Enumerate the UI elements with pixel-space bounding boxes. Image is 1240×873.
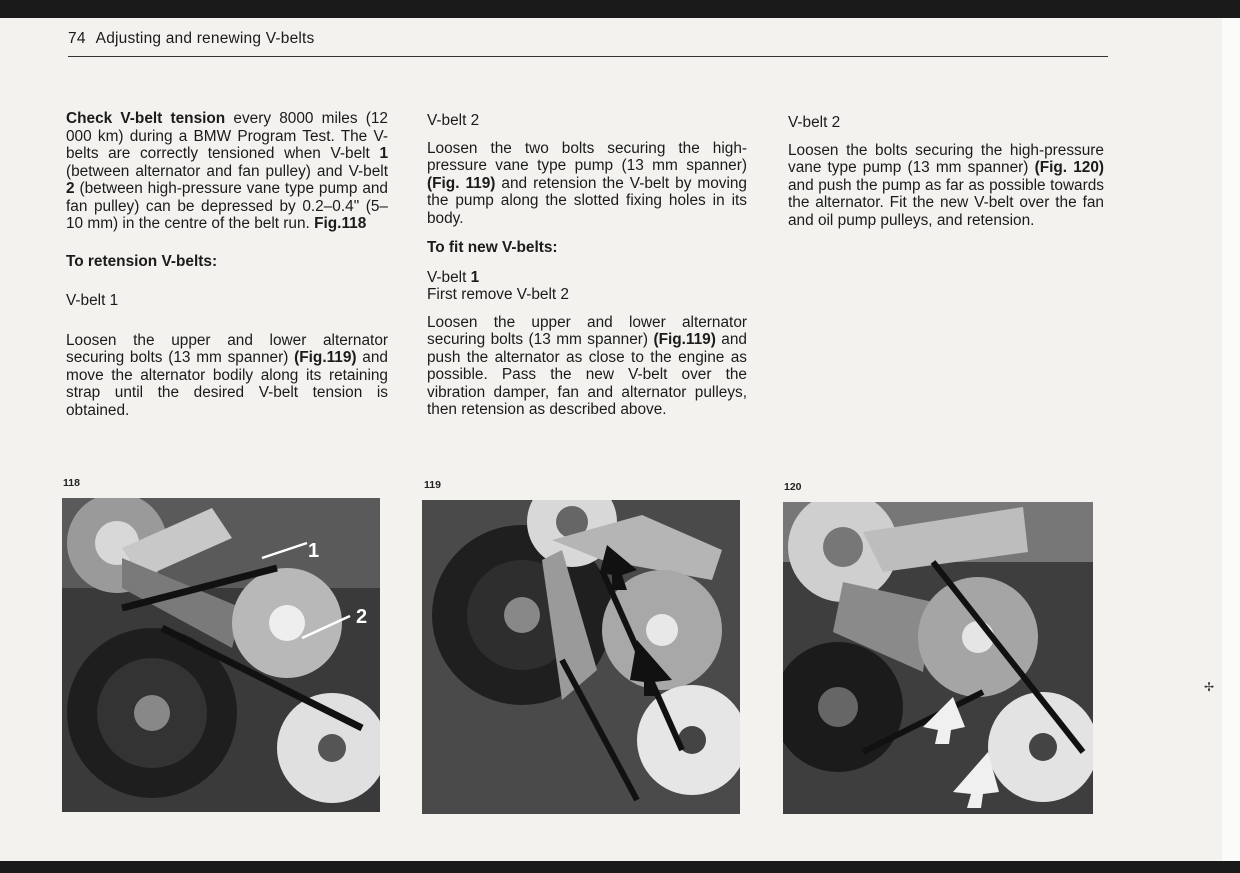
fit-heading: To fit new V-belts: bbox=[427, 239, 558, 256]
text-run: Loosen the bolts securing the high-pressure vane type pump (13 mm spanner) bbox=[788, 141, 1104, 176]
belt-number: 1 bbox=[470, 268, 480, 286]
belt-number: 2 bbox=[66, 180, 75, 197]
text-run: and move the alternator bodily along its retaining strap until the desired V-belt tension is obtained. bbox=[66, 349, 388, 419]
page-edge bbox=[1222, 18, 1240, 861]
figure-number-118: 118 bbox=[63, 477, 80, 489]
check-tension-bold: Check V-belt tension bbox=[66, 110, 226, 127]
figure-reference: (Fig. 119) bbox=[427, 174, 496, 192]
text-run: (between alternator and fan pulley) and V-belt bbox=[66, 162, 388, 180]
figure-number-119: 119 bbox=[424, 479, 441, 491]
pump-paragraph bbox=[788, 142, 1104, 230]
page-header bbox=[68, 30, 1108, 57]
callout-1: 1 bbox=[308, 540, 320, 562]
text-run: V-belt bbox=[427, 268, 471, 286]
tension-paragraph bbox=[66, 110, 388, 233]
text-column-1 bbox=[66, 110, 388, 419]
text-column-2 bbox=[427, 112, 747, 419]
figure-reference: (Fig.119) bbox=[294, 349, 357, 366]
engine-photo-120 bbox=[783, 502, 1093, 814]
vbelt1-paragraph bbox=[66, 332, 388, 420]
text-run: Loosen the two bolts securing the high-pressure vane type pump (13 mm spanner) bbox=[427, 139, 747, 174]
belt-number: 1 bbox=[379, 145, 388, 162]
fit-paragraph bbox=[427, 314, 747, 419]
page-title: Adjusting and renewing V-belts bbox=[95, 30, 315, 47]
text-run: Loosen the upper and lower alternator securing bolts (13 mm spanner) bbox=[66, 331, 388, 366]
text-run: and push the pump as far as possible towards the alternator. Fit the new V-belt over the fan and oil pump pulleys, and retension. bbox=[788, 176, 1104, 229]
text-column-3 bbox=[788, 114, 1104, 229]
figure-reference: Fig.118 bbox=[314, 215, 367, 232]
scan-speck: ✢ bbox=[1204, 680, 1215, 694]
text-run: every 8000 miles (12 000 km) during a BMW Program Test. The V-belts are correctly tensioned when V-belt bbox=[66, 110, 388, 162]
fit-vbelt1-label bbox=[427, 269, 747, 287]
vbelt2-paragraph bbox=[427, 140, 747, 228]
figure-reference: (Fig. 120) bbox=[1034, 159, 1105, 176]
text-run: (between high-pressure vane type pump and fan pulley) can be depressed by 0.2–0.4" (5–10 mm) in the centre of the belt run. bbox=[66, 180, 388, 232]
vbelt2-label: V-belt 2 bbox=[427, 112, 480, 129]
figure-reference: (Fig.119) bbox=[653, 331, 716, 348]
retension-heading: To retension V-belts: bbox=[66, 252, 218, 270]
engine-photo-119 bbox=[422, 500, 740, 814]
text-run: and retension the V-belt by moving the pump along the slotted fixing holes in its body. bbox=[427, 174, 747, 227]
text-run: Loosen the upper and lower alternator securing bolts (13 mm spanner) bbox=[427, 313, 747, 348]
engine-photo-118 bbox=[62, 498, 380, 812]
text-run: and push the alternator as close to the engine as possible. Pass the new V-belt over the vibration damper, fan and alternator pulleys, then retension as described above. bbox=[427, 331, 747, 418]
figure-number-120: 120 bbox=[784, 481, 802, 493]
vbelt2-label-col3: V-belt 2 bbox=[788, 114, 841, 131]
first-remove: First remove V-belt 2 bbox=[427, 286, 569, 303]
callout-2: 2 bbox=[356, 606, 368, 628]
vbelt1-label: V-belt 1 bbox=[66, 292, 119, 309]
page-number: 74 bbox=[68, 30, 86, 47]
